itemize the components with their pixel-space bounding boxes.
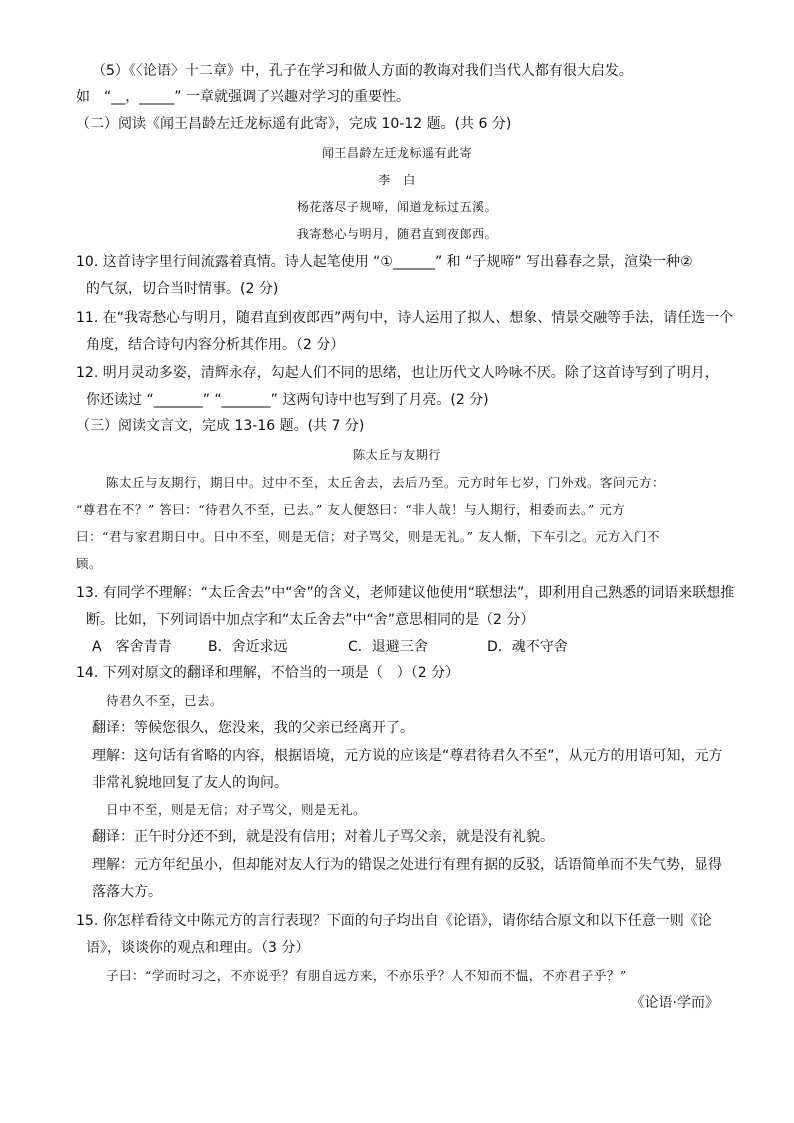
question-14-quote-2: 日中不至，则是无信；对子骂父，则是无礼。 [106, 802, 367, 817]
question-12-line-2: 你还读过 “_______” “_______” 这两句诗中也写到了月亮。(2 分) [86, 392, 489, 408]
question-13-line-2: 断。比如，下列词语中加点字和“太丘舍去”中“舍”意思相同的是（2 分） [86, 612, 535, 628]
question-11-line-2: 角度，结合诗句内容分析其作用。（2 分） [86, 337, 345, 353]
question-13-option-b: B．舍近求远 [208, 639, 288, 655]
classical-text-title: 陈太丘与友期行 [353, 448, 441, 462]
classical-text-line-1: 陈太丘与友期行，期日中。过中不至，太丘舍去，去后乃至。元方时年七岁，门外戏。客问元方： [106, 475, 666, 490]
question-14-understanding-2-line-2: 落落大方。 [92, 884, 162, 900]
classical-text-line-3: 曰：“君与家君期日中。日中不至，则是无信；对子骂父，则是无礼。” 友人惭，下车引之。元方入门不 [76, 529, 661, 544]
poem-line-2: 我寄愁心与明月，随君直到夜郎西。 [296, 227, 498, 241]
question-14-quote-1: 待君久不至，已去。 [106, 693, 224, 708]
question-12-line-1: 12. 明月灵动多姿，清辉永存，勾起人们不同的思绪，也让历代文人吟咏不厌。除了这首诗写到了明月， [76, 365, 719, 381]
question-15-quote: 子曰：“学而时习之，不亦说乎？有朋自远方来，不亦乐乎？人不知而不愠，不亦君子乎？” [106, 968, 627, 983]
question-13-line-1: 13. 有同学不理解：“太丘舍去”中“舍”的含义，老师建议他使用“联想法”，即利用自己熟悉的词语来联想推 [76, 585, 735, 601]
section-3-heading: （三）阅读文言文，完成 13-16 题。(共 7 分) [76, 418, 365, 434]
classical-text-line-2: “尊君在不？” 答曰：“待君久不至，已去。” 友人便怒曰：“非人哉！与人期行，相委而去。” 元方 [76, 502, 626, 517]
question-14-understanding-1-line-1: 理解：这句话有省略的内容，根据语境，元方说的应该是“尊君待君久不至”，从元方的用语可知，元方 [92, 748, 723, 764]
question-13-option-a: A 客舍青青 [92, 639, 172, 655]
poem-line-1: 杨花落尽子规啼，闻道龙标过五溪。 [296, 200, 498, 214]
question-13-option-c: C．退避三舍 [348, 639, 428, 655]
poem-title: 闻王昌龄左迁龙标遥有此寄 [321, 146, 473, 160]
q5-line-1: （5）《〈论语〉十二章》中，孔子在学习和做人方面的教诲对我们当代人都有很大启发。 [92, 63, 633, 79]
question-15-line-1: 15. 你怎样看待文中陈元方的言行表现？下面的句子均出自《论语》，请你结合原文和以下任意一则《论 [76, 913, 712, 929]
question-10-line-1: 10. 这首诗字里行间流露着真情。诗人起笔使用 “①______” 和 “子规啼” 写出暮春之景，渲染一种② [76, 254, 693, 270]
question-15-quote-source: 《论语·学而》 [630, 995, 719, 1011]
classical-text-line-4: 顾。 [76, 556, 103, 571]
question-14-heading: 14. 下列对原文的翻译和理解，不恰当的一项是（ ）（2 分） [76, 665, 460, 681]
question-13-option-d: D．魂不守舍 [487, 639, 568, 655]
question-10-line-2: 的气氛，切合当时情事。(2 分) [86, 281, 279, 297]
question-14-understanding-1-line-2: 非常礼貌地回复了友人的询问。 [92, 775, 288, 791]
question-14-translation-2: 翻译：正午时分还不到，就是没有信用；对着儿子骂父亲，就是没有礼貌。 [92, 829, 554, 845]
question-14-translation-1: 翻译：等候您很久，您没来，我的父亲已经离开了。 [92, 720, 414, 736]
poem-author: 李 白 [378, 173, 416, 187]
question-11-line-1: 11. 在“我寄愁心与明月，随君直到夜郎西”两句中，诗人运用了拟人、想象、情景交融等手法，请任选一个 [76, 310, 734, 326]
question-14-understanding-2-line-1: 理解：元方年纪虽小，但却能对友人行为的错误之处进行有理有据的反驳，话语简单而不失气势，显得 [92, 857, 722, 873]
section-2-heading: （二）阅读《闻王昌龄左迁龙标遥有此寄》，完成 10-12 题。(共 6 分) [76, 116, 512, 132]
question-15-line-2: 语》，谈谈你的观点和理由。（3 分） [86, 940, 310, 956]
q5-line-2: 如 “__，_____” 一章就强调了兴趣对学习的重要性。 [76, 89, 410, 105]
